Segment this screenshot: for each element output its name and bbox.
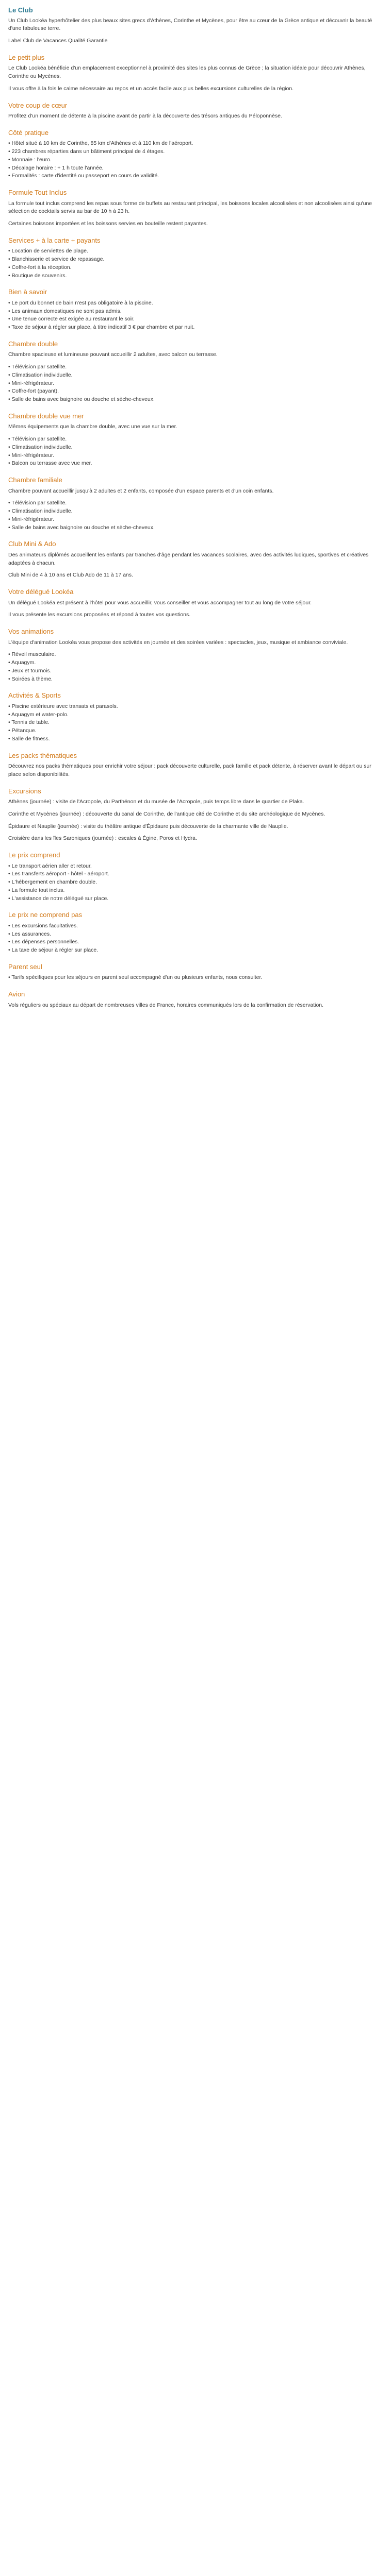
list-item-text: Balcon ou terrasse avec vue mer. (11, 460, 92, 467)
bullet-icon: • (8, 299, 12, 306)
section-heading: Chambre double (8, 340, 58, 348)
list-item (8, 256, 383, 264)
list-item-text: Décalage horaire : + 1 h toute l'année. (11, 164, 104, 171)
list-item-text: Les animaux domestiques ne sont pas admis. (11, 308, 122, 314)
list-item-text: Soirées à thème. (11, 675, 53, 682)
section-paragraph: Club Mini de 4 à 10 ans et Club Ado de 11 à 17 ans. (8, 572, 134, 579)
section-heading: Services + à la carte + payants (8, 236, 101, 244)
list-item-text: Réveil musculaire. (11, 651, 56, 658)
bullet-icon: • (8, 939, 12, 945)
list-item (8, 870, 383, 878)
list-item-text: L'hébergement en chambre double. (11, 879, 97, 885)
list-item (8, 164, 383, 173)
section-block (8, 989, 383, 1009)
list-item-text: Télévision par satellite. (11, 364, 67, 370)
bullet-icon: • (8, 871, 12, 877)
bullet-icon: • (8, 436, 12, 442)
bullet-icon: • (8, 388, 12, 395)
list-item (8, 974, 383, 982)
list-item-text: Les dépenses personnelles. (11, 939, 79, 945)
list-item (8, 299, 383, 308)
list-item (8, 922, 383, 930)
bullet-icon: • (8, 380, 12, 386)
bullet-icon: • (8, 895, 12, 902)
list-item-text: Les assurances. (11, 930, 52, 937)
section-paragraph: Il vous offre à la fois le calme nécessaire au repos et un accès facile aux plus belles excursions culturelles de la région. (8, 85, 294, 92)
section-paragraph: Corinthe et Mycènes (journée) : découverte du canal de Corinthe, de l'antique cité de Corinthe et du site archéologique de Mycènes. (8, 810, 325, 817)
list-item-text: Salle de fitness. (11, 735, 50, 742)
list-item (8, 862, 383, 871)
list-item-text: Piscine extérieure avec transats et parasols. (11, 703, 118, 709)
section-block (8, 411, 383, 468)
section-heading: Club Mini & Ado (8, 540, 56, 548)
list-item (8, 938, 383, 946)
list-item-text: Tennis de table. (11, 719, 50, 726)
list-item-text: Salle de bains avec baignoire ou douche et sèche-cheveux. (11, 524, 155, 531)
bullet-icon: • (8, 452, 12, 459)
section-list (8, 974, 383, 982)
list-item-text: Le transport aérien aller et retour. (11, 862, 92, 869)
list-item-text: Blanchisserie et service de repassage. (11, 256, 105, 262)
page-title: Le Club (8, 6, 33, 14)
list-item (8, 895, 383, 903)
list-item-text: Mini-réfrigérateur. (11, 380, 54, 386)
list-item (8, 140, 383, 148)
bullet-icon: • (8, 735, 12, 742)
list-item (8, 148, 383, 156)
list-item (8, 711, 383, 719)
list-item-text: Monnaie : l'euro. (11, 156, 52, 163)
list-item-text: Taxe de séjour à régler sur place, à titre indicatif 3 € par chambre et par nuit. (11, 324, 195, 330)
section-block (8, 539, 383, 580)
bullet-icon: • (8, 316, 12, 323)
bullet-icon: • (8, 862, 12, 869)
list-item (8, 930, 383, 939)
section-paragraph: Chambre spacieuse et lumineuse pouvant accueillir 2 adultes, avec balcon ou terrasse. (8, 351, 218, 358)
sections-container (8, 53, 383, 1010)
section-block (8, 962, 383, 982)
section-paragraph: Découvrez nos packs thématiques pour enrichir votre séjour : pack découverte culturelle, pack famille et pack détente, à réserver avant le départ ou sur place selon disponibilités. (8, 763, 371, 777)
section-paragraph: Certaines boissons importées et les boissons servies en bouteille restent payantes. (8, 221, 208, 227)
section-block (8, 287, 383, 332)
section-list (8, 435, 383, 468)
section-heading: Parent seul (8, 962, 42, 971)
list-item (8, 878, 383, 887)
section-paragraph: Athènes (journée) : visite de l'Acropole, du Parthénon et du musée de l'Acropole, puis temps libre dans le quartier de Plaka. (8, 799, 304, 805)
list-item (8, 396, 383, 404)
section-block (8, 339, 383, 404)
bullet-icon: • (8, 667, 12, 674)
list-item (8, 156, 383, 164)
section-paragraph: Le Club Lookéa bénéficie d'un emplacement exceptionnel à proximité des sites les plus connus de Grèce ; la situation idéale pour découvrir Athènes, Corinthe ou Mycènes. (8, 65, 366, 79)
list-item-text: La taxe de séjour à régler sur place. (11, 947, 99, 953)
list-item (8, 887, 383, 895)
list-item (8, 272, 383, 280)
section-list (8, 299, 383, 332)
section-block (8, 786, 383, 843)
list-item (8, 172, 383, 180)
list-item-text: La formule tout inclus. (11, 887, 65, 893)
section-paragraph: Croisière dans les îles Saroniques (journée) : escales à Égine, Poros et Hydra. (8, 835, 197, 842)
list-item (8, 371, 383, 380)
section-block (8, 475, 383, 532)
bullet-icon: • (8, 703, 12, 709)
bullet-icon: • (8, 248, 12, 255)
bullet-icon: • (8, 508, 12, 514)
list-item (8, 264, 383, 272)
section-block (8, 910, 383, 955)
list-item-text: Location de serviettes de plage. (11, 248, 88, 255)
section-heading: Le prix ne comprend pas (8, 911, 83, 919)
list-item (8, 315, 383, 324)
bullet-icon: • (8, 371, 12, 378)
section-paragraph: L'équipe d'animation Lookéa vous propose des activités en journée et des soirées variées : spectacles, jeux, musique et ambiance conviviale. (8, 639, 348, 646)
bullet-icon: • (8, 396, 12, 402)
section-heading: Le prix comprend (8, 851, 60, 859)
intro-paragraph: Un Club Lookéa hyperhôtelier des plus beaux sites grecs d'Athènes, Corinthe et Mycènes, pour être au cœur de la Grèce antique et découvrir la beauté d'une fabuleuse terre. (8, 17, 372, 32)
bullet-icon: • (8, 324, 12, 330)
list-item-text: Aquagym et water-polo. (11, 711, 69, 718)
list-item (8, 946, 383, 955)
list-item (8, 735, 383, 743)
bullet-icon: • (8, 173, 12, 179)
section-paragraph: Chambre pouvant accueillir jusqu'à 2 adultes et 2 enfants, composée d'un espace parents et d'un coin enfants. (8, 487, 274, 494)
bullet-icon: • (8, 711, 12, 718)
bullet-icon: • (8, 308, 12, 314)
section-list (8, 651, 383, 683)
list-item (8, 363, 383, 371)
bullet-icon: • (8, 651, 12, 658)
section-paragraph: Un délégué Lookéa est présent à l'hôtel pour vous accueillir, vous conseiller et vous accompagner tout au long de votre séjour. (8, 599, 312, 606)
bullet-icon: • (8, 272, 12, 279)
section-paragraph: Profitez d'un moment de détente à la piscine avant de partir à la découverte des trésors antiques du Péloponnèse. (8, 113, 282, 119)
page-content (0, 0, 391, 1024)
bullet-icon: • (8, 922, 12, 929)
bullet-icon: • (8, 500, 12, 506)
list-item-text: Climatisation individuelle. (11, 508, 73, 514)
list-item-text: Les transferts aéroport - hôtel - aéroport. (11, 871, 109, 877)
section-heading: Formule Tout Inclus (8, 189, 67, 196)
list-item (8, 507, 383, 516)
bullet-icon: • (8, 719, 12, 726)
list-item-text: Pétanque. (11, 727, 37, 734)
section-paragraph: Il vous présente les excursions proposées et répond à toutes vos questions. (8, 612, 191, 618)
bullet-icon: • (8, 164, 12, 171)
section-paragraph: Des animateurs diplômés accueillent les enfants par tranches d'âge pendant les vacances scolaires, avec des activités ludiques, sportives et créatives adaptées à chacun. (8, 551, 369, 566)
section-heading: Chambre double vue mer (8, 412, 84, 420)
label-line: Label Club de Vacances Qualité Garantie (8, 38, 108, 44)
list-item (8, 247, 383, 256)
section-heading: Le petit plus (8, 53, 45, 61)
list-item (8, 719, 383, 727)
bullet-icon: • (8, 675, 12, 682)
list-item (8, 387, 383, 396)
section-heading: Les packs thématiques (8, 751, 77, 759)
list-item (8, 499, 383, 507)
bullet-icon: • (8, 727, 12, 734)
section-heading: Activités & Sports (8, 691, 61, 700)
section-heading: Avion (8, 990, 25, 998)
section-heading: Côté pratique (8, 128, 49, 137)
list-item-text: L'assistance de notre délégué sur place. (11, 895, 109, 902)
list-item-text: Les excursions facultatives. (11, 922, 78, 929)
section-block (8, 751, 383, 779)
list-item (8, 727, 383, 735)
list-item (8, 651, 383, 659)
list-item (8, 444, 383, 452)
list-item-text: Formalités : carte d'identité ou passeport en cours de validité. (11, 173, 159, 179)
list-item-text: Mini-réfrigérateur. (11, 452, 54, 459)
bullet-icon: • (8, 947, 12, 953)
list-item-text: Boutique de souvenirs. (11, 272, 67, 279)
list-item-text: Une tenue correcte est exigée au restaurant le soir. (11, 316, 135, 323)
section-block (8, 128, 383, 180)
bullet-icon: • (8, 460, 12, 467)
list-item (8, 675, 383, 684)
bullet-icon: • (8, 930, 12, 937)
list-item-text: 223 chambres réparties dans un bâtiment principal de 4 étages. (11, 148, 165, 155)
list-item (8, 324, 383, 332)
list-item-text: Climatisation individuelle. (11, 444, 73, 450)
section-heading: Bien à savoir (8, 288, 47, 296)
bullet-icon: • (8, 659, 12, 666)
list-item (8, 380, 383, 388)
section-heading: Chambre familiale (8, 476, 62, 484)
section-list (8, 140, 383, 180)
bullet-icon: • (8, 364, 12, 370)
section-block (8, 850, 383, 903)
section-block (8, 100, 383, 121)
section-list (8, 862, 383, 903)
list-item-text: Télévision par satellite. (11, 436, 67, 442)
list-item-text: Aquagym. (11, 659, 36, 666)
section-list (8, 247, 383, 280)
section-block (8, 53, 383, 93)
bullet-icon: • (8, 140, 12, 147)
bullet-icon: • (8, 879, 12, 885)
bullet-icon: • (8, 887, 12, 893)
section-block (8, 235, 383, 280)
section-list (8, 703, 383, 743)
list-item-text: Hôtel situé à 10 km de Corinthe, 85 km d'Athènes et à 110 km de l'aéroport. (11, 140, 193, 147)
bullet-icon: • (8, 148, 12, 155)
section-list (8, 499, 383, 532)
bullet-icon: • (8, 264, 12, 270)
section-paragraph: Mêmes équipements que la chambre double, avec une vue sur la mer. (8, 423, 177, 430)
list-item (8, 452, 383, 460)
list-item-text: Le port du bonnet de bain n'est pas obligatoire à la piscine. (11, 299, 153, 306)
list-item-text: Coffre-fort (payant). (11, 388, 59, 395)
bullet-icon: • (8, 524, 12, 531)
list-item (8, 667, 383, 675)
list-item (8, 659, 383, 667)
section-paragraph: Vols réguliers ou spéciaux au départ de nombreuses villes de France, horaires communiqués lors de la confirmation de réservation. (8, 1002, 324, 1008)
list-item-text: Salle de bains avec baignoire ou douche et sèche-cheveux. (11, 396, 155, 402)
bullet-icon: • (8, 256, 12, 262)
section-block (8, 587, 383, 619)
section-list (8, 922, 383, 955)
section-heading: Vos animations (8, 628, 54, 635)
list-item-text: Coffre-fort à la réception. (11, 264, 72, 270)
section-block (8, 188, 383, 228)
section-paragraph: La formule tout inclus comprend les repas sous forme de buffets au restaurant principal, les boissons locales alcoolisées et non alcoolisées ainsi qu'une sélection de cocktails servis au bar de 10 h à 23 h. (8, 200, 372, 215)
section-heading: Votre coup de cœur (8, 101, 68, 109)
list-item (8, 435, 383, 444)
bullet-icon: • (8, 156, 12, 163)
list-item-text: Télévision par satellite. (11, 500, 67, 506)
list-item-text: Tarifs spécifiques pour les séjours en parent seul accompagné d'un ou plusieurs enfants, nous consulter. (11, 974, 263, 981)
section-block (8, 626, 383, 683)
list-item (8, 516, 383, 524)
section-heading: Votre délégué Lookéa (8, 588, 74, 596)
list-item-text: Climatisation individuelle. (11, 371, 73, 378)
bullet-icon: • (8, 444, 12, 450)
bullet-icon: • (8, 974, 12, 981)
list-item (8, 308, 383, 316)
list-item (8, 703, 383, 711)
bullet-icon: • (8, 516, 12, 522)
list-item (8, 460, 383, 468)
section-list (8, 363, 383, 404)
list-item (8, 524, 383, 532)
list-item-text: Jeux et tournois. (11, 667, 52, 674)
section-block (8, 690, 383, 743)
list-item-text: Mini-réfrigérateur. (11, 516, 54, 522)
section-heading: Excursions (8, 787, 41, 795)
section-paragraph: Épidaure et Nauplie (journée) : visite du théâtre antique d'Épidaure puis découverte de la charmante ville de Nauplie. (8, 823, 288, 829)
